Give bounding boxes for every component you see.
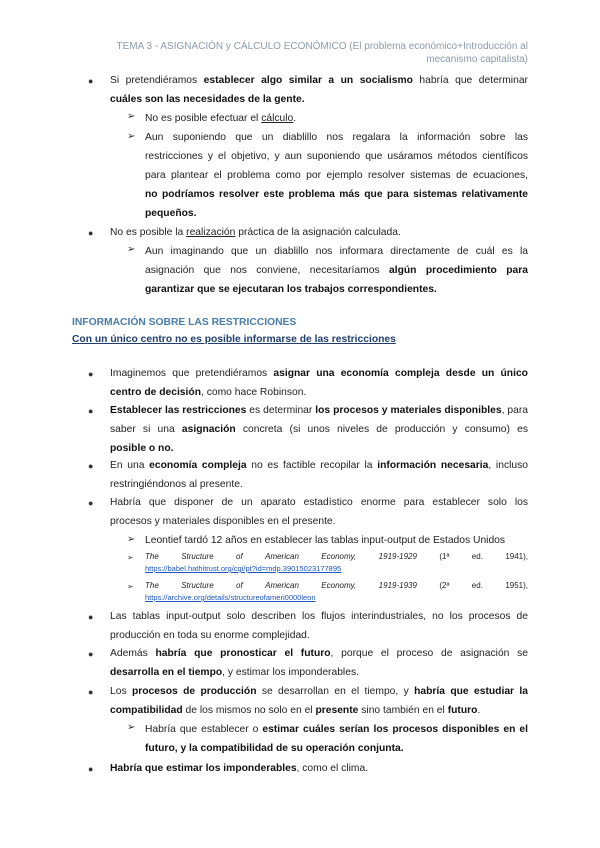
bullet-icon: ● <box>88 406 94 416</box>
c4-line-1: Habría que disponer de un aparato estadístico enorme para establecer solo los <box>110 497 528 508</box>
citation-2-link[interactable]: https://archive.org/details/structureofameri0000leon <box>145 593 316 602</box>
header-line-2: mecanismo capitalista) <box>426 54 528 65</box>
bullet-2: No es posible la realización práctica de la asignación calculada. <box>110 227 401 238</box>
page-header <box>88 40 528 66</box>
c7-line-2: compatibilidad de los mismos no solo en el presente sino también en el futuro. <box>110 705 481 716</box>
sub-2-line-1: Aun suponiendo que un diablillo nos regalara la información sobre las <box>145 132 528 143</box>
c2-line-2: saber si una asignación concreta (si unos niveles de producción y consumo) es <box>110 424 528 435</box>
c6-line-2: desarrolla en el tiempo, y estimar los imponderables. <box>110 667 359 678</box>
sub-3-line-1: Aun imaginando que un diablillo nos informara directamente de cuál es la <box>145 246 528 257</box>
arrow-icon: ➢ <box>127 244 136 255</box>
c2-line-3: posible o no. <box>110 443 174 454</box>
sub-1: No es posible efectuar el cálculo. <box>145 113 297 124</box>
bullet-icon: ● <box>88 228 94 238</box>
bullet-icon: ● <box>88 687 94 697</box>
arrow-icon: ➢ <box>127 534 136 545</box>
header-line-1: TEMA 3 - ASIGNACIÓN y CÁLCULO ECONÓMICO (El problema económico+Introducción al <box>116 41 528 52</box>
c1-line-1: Imaginemos que pretendiéramos asignar una economía compleja desde un único <box>110 368 528 379</box>
bullet-icon: ● <box>88 461 94 471</box>
sub-3-line-2: asignación que nos conviene, necesitaríamos algún procedimiento para <box>145 265 529 276</box>
citation-1-link[interactable]: https://babel.hathitrust.org/cgi/pt?id=mdp.39015023177895 <box>145 564 342 573</box>
c8-line: Habría que estimar los imponderables, como el clima. <box>110 763 369 774</box>
bullet-icon: ● <box>88 76 94 86</box>
arrow-icon: ➢ <box>127 553 134 562</box>
bullet-icon: ● <box>88 369 94 379</box>
arrow-icon: ➢ <box>127 722 136 733</box>
arrow-icon: ➢ <box>127 111 136 122</box>
sub-2-line-2: restricciones y el objetivo, y aun suponiendo que usáramos métodos científicos <box>145 151 528 162</box>
sub-2-line-3: para plantear el problema como por ejemplo resolver sistemas de ecuaciones, <box>145 170 528 181</box>
sub-leontief: Leontief tardó 12 años en establecer las tablas input-output de Estados Unidos <box>145 535 506 546</box>
bullet-icon: ● <box>88 498 94 508</box>
bullet-icon: ● <box>88 649 94 659</box>
c3-line-2: restringiéndonos al presente. <box>110 479 243 490</box>
sub-c7-line-1: Habría que establecer o estimar cuáles serían los procesos disponibles en el <box>145 724 529 735</box>
bullet-icon: ● <box>88 764 94 774</box>
sub-c7-line-2: futuro, y la compatibilidad de su operación conjunta. <box>145 743 404 754</box>
citation-2: The Structure of American Economy, 1919-1939 (2ª ed. 1951), <box>145 581 528 590</box>
citation-1: The Structure of American Economy, 1919-1929 (1ª ed. 1941), <box>145 552 528 561</box>
c4-line-2: procesos y materiales disponibles en el presente. <box>110 516 336 527</box>
c7-line-1: Los procesos de producción se desarrollan en el tiempo, y habría que estudiar la <box>110 686 528 697</box>
sub-2-line-4: no podríamos resolver este problema más que para sistemas relativamente <box>145 189 528 200</box>
c6-line-1: Además habría que pronosticar el futuro, porque el proceso de asignación se <box>110 648 528 659</box>
c3-line-1: En una economía compleja no es factible recopilar la información necesaria, incluso <box>110 460 528 471</box>
sub-3-line-3: garantizar que se ejecutaran los trabajos correspondientes. <box>145 284 437 295</box>
c5-line-1: Las tablas input-output solo describen los flujos interindustriales, no los procesos de <box>110 611 528 622</box>
arrow-icon: ➢ <box>127 131 136 142</box>
section-subtitle: Con un único centro no es posible informarse de las restricciones <box>72 334 396 345</box>
bullet-1-line-1: Si pretendiéramos establecer algo similar a un socialismo habría que determinar <box>110 75 528 86</box>
c2-line-1: Establecer las restricciones es determinar los procesos y materiales disponibles, para <box>110 405 528 416</box>
arrow-icon: ➢ <box>127 582 134 591</box>
section-title: INFORMACIÓN SOBRE LAS RESTRICCIONES <box>72 317 297 328</box>
bullet-1-line-2: cuáles son las necesidades de la gente. <box>110 94 305 105</box>
c5-line-2: producción en toda su enorme complejidad. <box>110 630 310 641</box>
c1-line-2: centro de decisión, como hace Robinson. <box>110 387 307 398</box>
bullet-icon: ● <box>88 612 94 622</box>
sub-2-line-5: pequeños. <box>145 208 197 219</box>
